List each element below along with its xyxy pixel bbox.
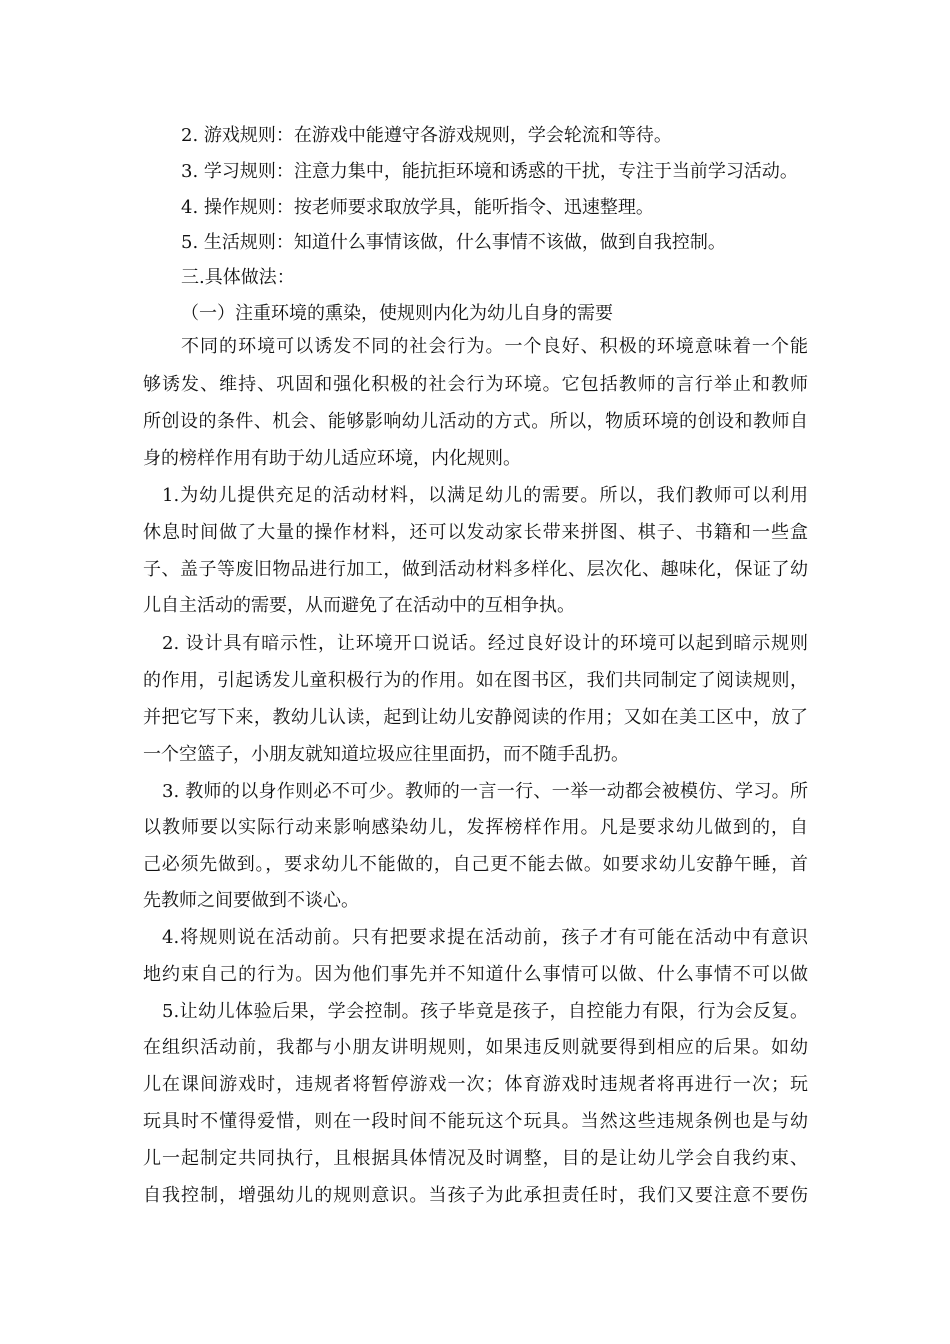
paragraph-line: 1.为幼儿提供充足的活动材料，以满足幼儿的需要。所以，我们教师可以利用 — [162, 485, 808, 506]
paragraph-line: 先教师之间要做到不谈心。 — [143, 890, 359, 911]
paragraph-line: 身的榜样作用有助于幼儿适应环境，内化规则。 — [143, 448, 521, 469]
subsection-heading: （一）注重环境的熏染，使规则内化为幼儿自身的需要 — [181, 303, 613, 324]
paragraph-line: 在组织活动前，我都与小朋友讲明规则，如果违反则就要得到相应的后果。如幼 — [143, 1037, 808, 1058]
rules-list-item: 2. 游戏规则：在游戏中能遵守各游戏规则，学会轮流和等待。 — [181, 125, 672, 146]
paragraph-line: 自我控制，增强幼儿的规则意识。当孩子为此承担责任时，我们又要注意不要伤 — [143, 1185, 808, 1206]
rules-list-item: 4. 操作规则：按老师要求取放学具，能听指令、迅速整理。 — [181, 197, 654, 218]
paragraph-line: 玩具时不懂得爱惜，则在一段时间不能玩这个玩具。当然这些违规条例也是与幼 — [143, 1111, 808, 1132]
paragraph-line: 3. 教师的以身作则必不可少。教师的一言一行、一举一动都会被模仿、学习。所 — [162, 781, 808, 802]
rules-list-item: 3. 学习规则：注意力集中，能抗拒环境和诱惑的干扰，专注于当前学习活动。 — [181, 161, 798, 182]
paragraph-line: 5.让幼儿体验后果，学会控制。孩子毕竟是孩子，自控能力有限，行为会反复。 — [162, 1001, 808, 1022]
paragraph-line: 不同的环境可以诱发不同的社会行为。一个良好、积极的环境意味着一个能 — [181, 336, 808, 357]
rules-list-item: 5. 生活规则：知道什么事情该做，什么事情不该做，做到自我控制。 — [181, 232, 726, 253]
paragraph-line: 儿一起制定共同执行，且根据具体情况及时调整，目的是让幼儿学会自我约束、 — [143, 1148, 808, 1169]
paragraph-line: 够诱发、维持、巩固和强化积极的社会行为环境。它包括教师的言行举止和教师 — [143, 374, 808, 395]
paragraph-line: 儿在课间游戏时，违规者将暂停游戏一次；体育游戏时违规者将再进行一次；玩 — [143, 1074, 808, 1095]
paragraph-line: 己必须先做到。，要求幼儿不能做的，自己更不能去做。如要求幼儿安静午睡，首 — [143, 854, 808, 875]
paragraph-line: 4.将规则说在活动前。只有把要求提在活动前，孩子才有可能在活动中有意识 — [162, 927, 808, 948]
paragraph-line: 所创设的条件、机会、能够影响幼儿活动的方式。所以，物质环境的创设和教师自 — [143, 411, 808, 432]
paragraph-line: 的作用，引起诱发儿童积极行为的作用。如在图书区，我们共同制定了阅读规则， — [143, 670, 808, 691]
paragraph-line: 地约束自己的行为。因为他们事先并不知道什么事情可以做、什么事情不可以做 — [143, 964, 808, 985]
section-heading: 三.具体做法： — [181, 267, 295, 288]
paragraph-line: 2. 设计具有暗示性，让环境开口说话。经过良好设计的环境可以起到暗示规则 — [162, 633, 808, 654]
paragraph-line: 子、盖子等废旧物品进行加工，做到活动材料多样化、层次化、趣味化，保证了幼 — [143, 559, 808, 580]
paragraph-line: 休息时间做了大量的操作材料，还可以发动家长带来拼图、棋子、书籍和一些盒 — [143, 522, 808, 543]
paragraph-line: 一个空篮子，小朋友就知道垃圾应往里面扔，而不随手乱扔。 — [143, 744, 629, 765]
paragraph-line: 并把它写下来，教幼儿认读，起到让幼儿安静阅读的作用；又如在美工区中，放了 — [143, 707, 808, 728]
paragraph-line: 儿自主活动的需要，从而避免了在活动中的互相争执。 — [143, 595, 575, 616]
paragraph-line: 以教师要以实际行动来影响感染幼儿，发挥榜样作用。凡是要求幼儿做到的，自 — [143, 817, 808, 838]
